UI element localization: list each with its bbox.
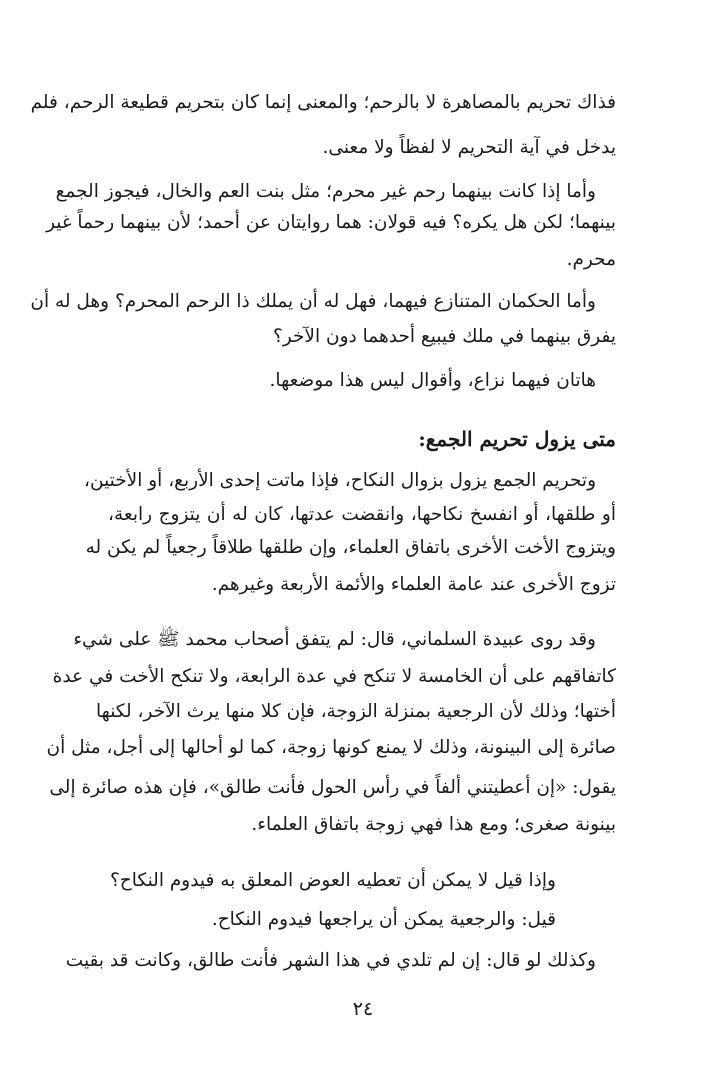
text-line: وإذا قيل لا يمكن أن تعطيه العوض المعلق به فيدوم النكاح؟ <box>109 870 556 891</box>
text-line: وتحريم الجمع يزول بزوال النكاح، فإذا ماتت إحدى الأربع، أو الأختين، <box>84 470 596 491</box>
page-number: ٢٤ <box>352 998 374 1020</box>
text-line: أو طلقها، أو انفسخ نكاحها، وانقضت عدتها، كان له أن يتزوج رابعة، <box>108 504 616 525</box>
text-line: كاتفاقهم على أن الخامسة لا تنكح في عدة الرابعة، ولا تنكح الأخت في عدة <box>52 666 616 687</box>
text-line: يفرق بينهما في ملك فيبيع أحدهما دون الآخر؟ <box>272 326 616 347</box>
text-line: وأما إذا كانت بينهما رحم غير محرم؛ مثل بنت العم والخال، فيجوز الجمع <box>55 181 596 202</box>
text-line: يقول: «إن أعطيتني ألفاً في رأس الحول فأنت طالق»، فإن هذه صائرة إلى <box>49 777 616 798</box>
text-line: يدخل في آية التحريم لا لفظاً ولا معنى. <box>322 137 616 158</box>
text-line: وقد روى عبيدة السلماني، قال: لم يتفق أصحاب محمد ﷺ على شيء <box>73 629 596 650</box>
text-line: وكذلك لو قال: إن لم تلدي في هذا الشهر فأنت طالق، وكانت قد بقيت <box>65 950 596 971</box>
text-line: أختها؛ وذلك لأن الرجعية بمنزلة الزوجة، فإن كلا منها يرث الآخر، لكنها <box>96 701 616 722</box>
text-line: بينونة صغرى؛ ومع هذا فهي زوجة باتفاق العلماء. <box>251 814 616 835</box>
text-line: قيل: والرجعية يمكن أن يراجعها فيدوم النكاح. <box>211 909 556 930</box>
text-line: هاتان فيهما نزاع، وأقوال ليس هذا موضعها. <box>269 370 596 391</box>
section-heading: متى يزول تحريم الجمع: <box>418 427 616 451</box>
text-line: فذاك تحريم بالمصاهرة لا بالرحم؛ والمعنى إنما كان بتحريم قطيعة الرحم، فلم <box>30 92 616 113</box>
text-line: بينهما؛ لكن هل يكره؟ فيه قولان: هما روايتان عن أحمد؛ لأن بينهما رحماً غير <box>46 212 616 233</box>
text-line: ويتزوج الأخت الأخرى باتفاق العلماء، وإن طلقها طلاقاً رجعياً لم يكن له <box>85 537 616 558</box>
text-line: تزوج الأخرى عند عامة العلماء والأئمة الأربعة وغيرهم. <box>211 574 616 595</box>
text-line: محرم. <box>566 249 616 270</box>
text-line: صائرة إلى البينونة، وذلك لا يمنع كونها زوجة، كما لو أحالها إلى أجل، مثل أن <box>46 737 616 758</box>
text-line: وأما الحكمان المتنازع فيهما، فهل له أن يملك ذا الرحم المحرم؟ وهل له أن <box>30 291 596 312</box>
